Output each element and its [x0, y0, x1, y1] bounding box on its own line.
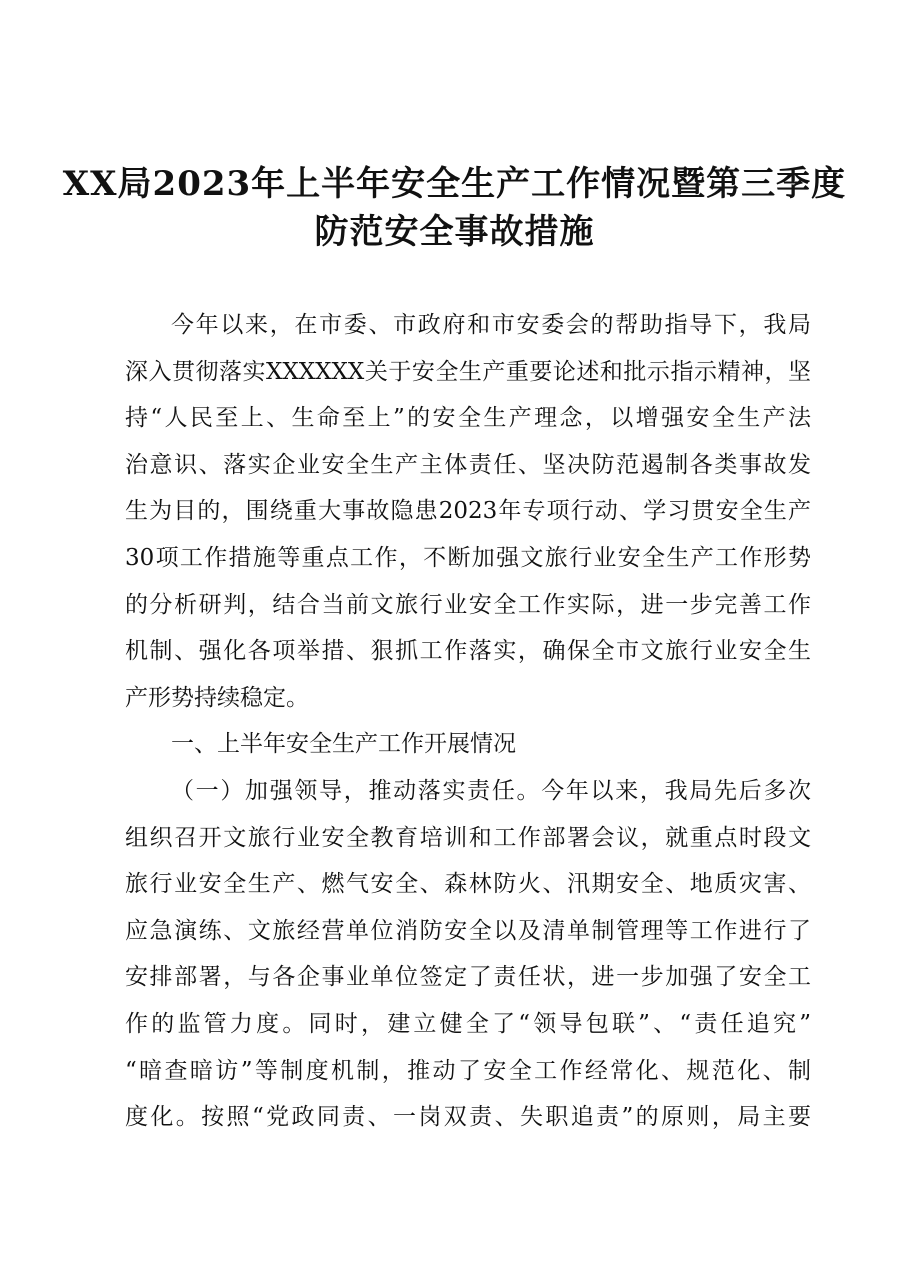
document-body	[125, 302, 811, 1141]
paragraph-1-line-7: 的分析研判，结合当前文旅行业安全工作实际，进一步完善工作	[125, 591, 811, 618]
paragraph-1-line-6: 30项工作措施等重点工作，不断加强文旅行业安全生产工作形势	[125, 544, 811, 571]
paragraph-2-line-6: 作的监管力度。同时，建立健全了“领导包联”、“责任追究”	[125, 1010, 811, 1037]
paragraph-1-line-4: 治意识、落实企业安全生产主体责任、坚决防范遏制各类事故发	[125, 451, 811, 478]
paragraph-2-line-4: 应急演练、文旅经营单位消防安全以及清单制管理等工作进行了	[125, 917, 811, 944]
section-heading-1: 一、上半年安全生产工作开展情况	[171, 731, 516, 758]
paragraph-1-line-3: 持“人民至上、生命至上”的安全生产理念，以增强安全生产法	[125, 405, 811, 432]
paragraph-2-line-3: 旅行业安全生产、燃气安全、森林防火、汛期安全、地质灾害、	[125, 871, 811, 898]
paragraph-2-line-1: （一）加强领导，推动落实责任。今年以来，我局先后多次	[171, 777, 811, 804]
paragraph-1-line-1: 今年以来，在市委、市政府和市安委会的帮助指导下，我局	[171, 312, 811, 338]
paragraph-2-line-2: 组织召开文旅行业安全教育培训和工作部署会议，就重点时段文	[125, 824, 811, 851]
title-line-1: XX局2023年上半年安全生产工作情况暨第三季度	[62, 164, 847, 204]
paragraph-2-line-8: 度化。按照“党政同责、一岗双责、失职追责”的原则，局主要	[125, 1104, 811, 1131]
title-line-2: 防范安全事故措施	[314, 212, 595, 252]
paragraph-1-line-9: 产形势持续稳定。	[125, 684, 309, 711]
paragraph-1-line-5: 生为目的，围绕重大事故隐患2023年专项行动、学习贯安全生产	[125, 498, 811, 525]
paragraph-2-line-7: “暗查暗访”等制度机制，推动了安全工作经常化、规范化、制	[125, 1057, 811, 1084]
paragraph-1-line-8: 机制、强化各项举措、狠抓工作落实，确保全市文旅行业安全生	[125, 638, 811, 665]
document-title	[0, 160, 909, 256]
paragraph-2-line-5: 安排部署，与各企事业单位签定了责任状，进一步加强了安全工	[125, 964, 811, 991]
paragraph-1-line-2: 深入贯彻落实XXXXXX关于安全生产重要论述和批示指示精神，坚	[125, 358, 811, 385]
